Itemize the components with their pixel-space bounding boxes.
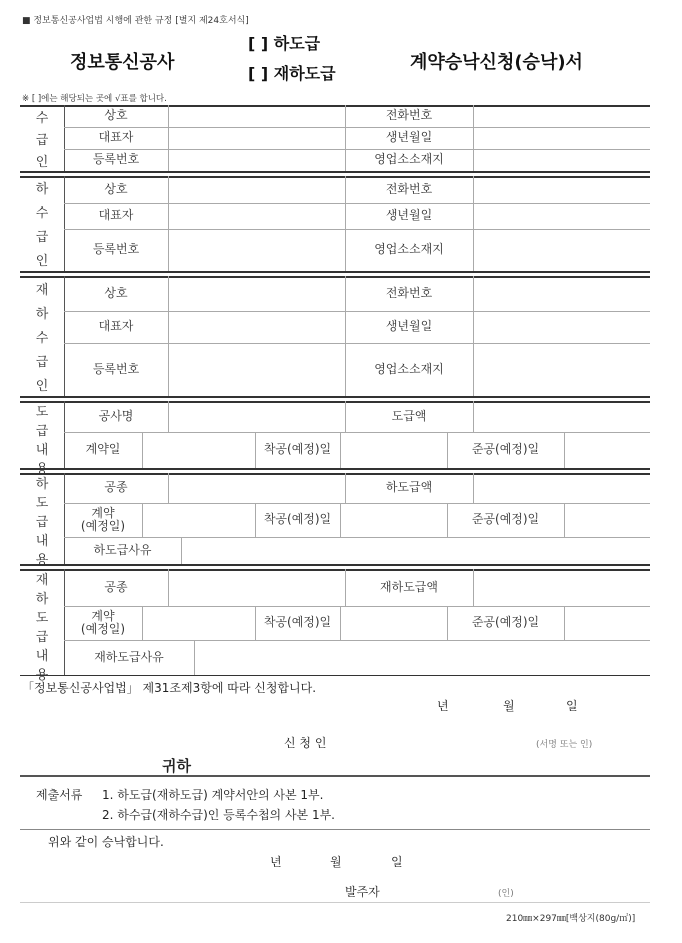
label-char: 급 [35,424,49,439]
field-label: 대표자 [98,130,134,145]
approval-month-label: 월 [330,855,342,869]
field-label: 하도급사유 [93,542,152,557]
field-label-line: (예정일) [80,622,126,636]
field-label: 착공(예정)일 [263,442,332,457]
label-char: 급 [35,515,49,530]
applicant-label: 신 청 인 [284,736,327,750]
field-label: 준공(예정)일 [471,615,540,630]
document-item-1: 1. 하도급(재하도급) 계약서안의 사본 1부. [102,788,324,802]
field-label: 상호 [104,285,128,300]
section-label-subcontractor [20,176,64,271]
label-char: 급 [35,354,49,370]
resubcontract-checkbox[interactable]: [ ] 재하도급 [248,64,336,83]
label-char: 인 [35,253,49,269]
section-label-contract-details [20,401,64,477]
field-label: 준공(예정)일 [471,512,540,527]
field-label: 도급액 [391,408,427,423]
section-label-resubcontract-details [20,569,64,683]
field-label: 영업소소재지 [374,242,444,257]
label-char: 하 [35,306,49,322]
field-label: 상호 [104,108,128,123]
field-label: 생년월일 [385,319,433,334]
label-char: 내 [35,649,49,664]
label-char: 수 [35,110,49,126]
label-char: 수 [35,330,49,346]
label-char: 재 [35,573,49,588]
recipient-label: 귀하 [162,757,191,775]
field-label: 공종 [104,480,128,495]
field-label: 상호 [104,181,128,196]
section-label-contractor [20,105,64,171]
field-label: 영업소소재지 [374,361,444,376]
document-title: 계약승낙신청(승낙)서 [410,52,583,73]
field-label-contract-date [64,606,142,640]
field-label: 재하도급액 [380,579,438,594]
label-char: 용 [35,553,49,568]
label-char: 도 [35,611,49,626]
field-label: 전화번호 [385,181,433,196]
label-char: 하 [35,477,49,492]
label-char: 인 [35,378,49,394]
field-label: 등록번호 [92,242,140,257]
label-char: 급 [35,229,49,245]
label-char: 용 [35,462,49,477]
document-item-2: 2. 하수급(재하수급)인 등록수첩의 사본 1부. [102,808,335,822]
field-label: 계약일 [85,442,121,457]
field-label-line: (예정일) [80,519,126,533]
label-char: 내 [35,534,49,549]
documents-label: 제출서류 [36,788,83,802]
checkbox-note: ※ [ ]에는 해당되는 곳에 √표를 합니다. [22,94,167,104]
approval-day-label: 일 [391,855,403,869]
field-label-line: 계약 [91,608,115,623]
label-char: 급 [35,132,49,148]
approval-year-label: 년 [270,855,282,869]
field-label: 재하도급사유 [94,649,164,664]
label-char: 도 [35,405,49,420]
field-label: 착공(예정)일 [263,615,332,630]
label-char: 도 [35,496,49,511]
label-char: 수 [35,206,49,222]
field-label: 하도급액 [385,480,433,495]
regulation-text: ■ 정보통신공사업법 시행에 관한 규정 [별지 제24호서식] [22,16,249,26]
section-label-resubcontractor [20,276,64,396]
approval-text: 위와 같이 승낙합니다. [48,835,164,849]
date-year-label: 년 [437,699,449,713]
field-label: 공사명 [98,408,134,423]
section-label-subcontract-details [20,473,64,568]
label-char: 하 [35,592,49,607]
field-label: 등록번호 [92,361,140,376]
field-label-line: 계약 [91,505,115,520]
field-label: 착공(예정)일 [263,512,332,527]
field-label: 대표자 [98,208,134,223]
field-label: 전화번호 [385,108,433,123]
field-label: 생년월일 [385,208,433,223]
statement-text: 「정보통신공사업법」 제31조제3항에 따라 신청합니다. [22,681,317,695]
paper-spec: 210㎜×297㎜[백상지(80g/㎡)] [506,914,636,924]
field-label: 전화번호 [385,285,433,300]
field-label: 공종 [104,579,128,594]
date-day-label: 일 [566,699,578,713]
label-char: 인 [35,154,49,170]
field-label: 준공(예정)일 [471,442,540,457]
seal-hint: (인) [498,889,514,899]
field-label: 등록번호 [92,152,140,167]
label-char: 급 [35,630,49,645]
org-title: 정보통신공사 [70,52,175,73]
orderer-label: 발주자 [345,885,380,899]
field-label: 대표자 [98,319,134,334]
subcontract-checkbox[interactable]: [ ] 하도급 [248,34,321,53]
date-month-label: 월 [503,699,515,713]
label-char: 하 [35,182,49,198]
field-label: 생년월일 [385,130,433,145]
field-label: 영업소소재지 [374,152,444,167]
label-char: 용 [35,668,49,683]
signature-hint: (서명 또는 인) [536,740,593,750]
label-char: 내 [35,443,49,458]
field-label-contract-date [64,503,142,537]
label-char: 재 [35,282,49,298]
